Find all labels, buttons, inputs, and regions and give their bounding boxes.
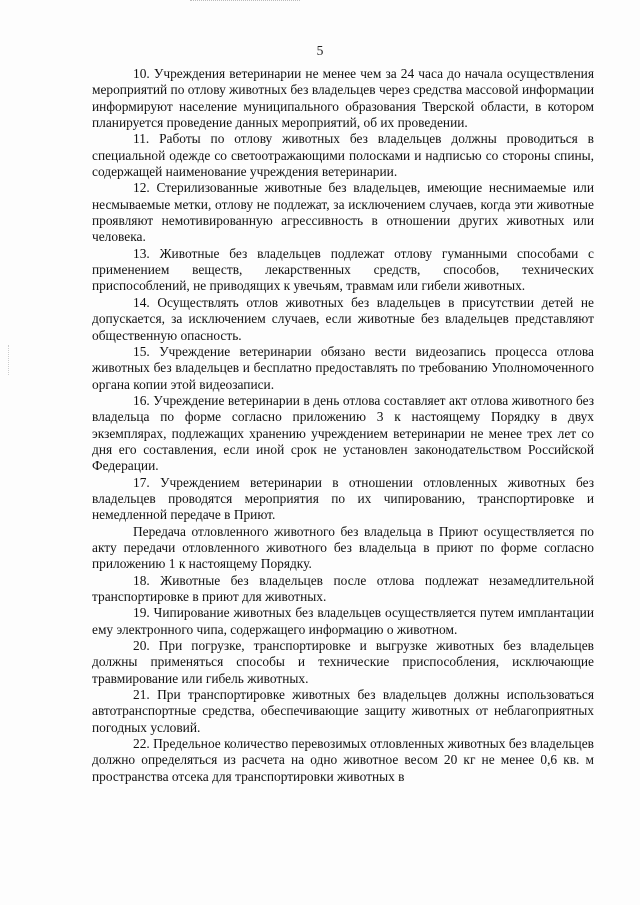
- paragraph-10: 10. Учреждения ветеринарии не менее чем за 24 часа до начала осуществления мероприятий по отлову животных без владельцев через средства массовой информации информируют население муниципального образования Тверской области, в котором планируется проведение данных мероприятий, об их проведении.: [92, 66, 594, 131]
- paragraph-12: 12. Стерилизованные животные без владельцев, имеющие неснимаемые или несмываемые метки, отлову не подлежат, за исключением случаев, когда эти животные проявляют немотивированную агрессивность в отношении других животных или человека.: [92, 180, 594, 245]
- scan-artifact: [190, 0, 300, 5]
- document-body: [92, 66, 594, 785]
- paragraph-22: 22. Предельное количество перевозимых отловленных животных без владельцев должно определяться из расчета на одно животное весом 20 кг не менее 0,6 кв. м пространства отсека для транспортировки животных в: [92, 736, 594, 784]
- paragraph-17: 17. Учреждением ветеринарии в отношении отловленных животных без владельцев проводятся мероприятия по их чипированию, транспортировке и немедленной передаче в Приют.: [92, 474, 594, 523]
- paragraph-18: 18. Животные без владельцев после отлова подлежат незамедлительной транспортировке в приют для животных.: [92, 572, 594, 604]
- paragraph-13: 13. Животные без владельцев подлежат отлову гуманными способами с применением веществ, лекарственных средств, способов, технических приспособлений, не приводящих к увечьям, травмам или гибели животных.: [92, 245, 594, 294]
- paragraph-20: 20. При погрузке, транспортировке и выгрузке животных без владельцев должны применяться способы и технические приспособления, исключающие травмирование или гибель животных.: [92, 638, 594, 686]
- paragraph-14: 14. Осуществлять отлов животных без владельцев в присутствии детей не допускается, за исключением случаев, если животные без владельцев представляют общественную опасность.: [92, 294, 594, 343]
- paragraph-15: 15. Учреждение ветеринарии обязано вести видеозапись процесса отлова животных без владельцев и бесплатно предоставлять по требованию Уполномоченного органа копии этой видеозаписи.: [92, 343, 594, 392]
- paragraph-17-transfer: Передача отловленного животного без владельца в Приют осуществляется по акту передачи отловленного животного без владельца в приют по форме согласно приложению 1 к настоящему Порядку.: [92, 523, 594, 572]
- page-number: 5: [316, 43, 324, 58]
- paragraph-19: 19. Чипирование животных без владельцев осуществляется путем имплантации ему электронного чипа, содержащего информацию о животном.: [92, 605, 594, 637]
- paragraph-16: 16. Учреждение ветеринарии в день отлова составляет акт отлова животного без владельца по форме согласно приложению 3 к настоящему Порядку в двух экземплярах, подлежащих хранению учреждением ветеринарии не менее трех лет со дня его составления, если иной срок не установлен законодательством Российской Федерации.: [92, 392, 594, 474]
- paragraph-11: 11. Работы по отлову животных без владельцев должны проводиться в специальной одежде со светоотражающими полосками и надписью со стороны спины, содержащей наименование учреждения ветеринарии.: [92, 131, 594, 180]
- paragraph-21: 21. При транспортировке животных без владельцев должны использоваться автотранспортные средства, обеспечивающие защиту животных от неблагоприятных погодных условий.: [92, 687, 594, 735]
- scan-artifact-margin: [8, 345, 10, 375]
